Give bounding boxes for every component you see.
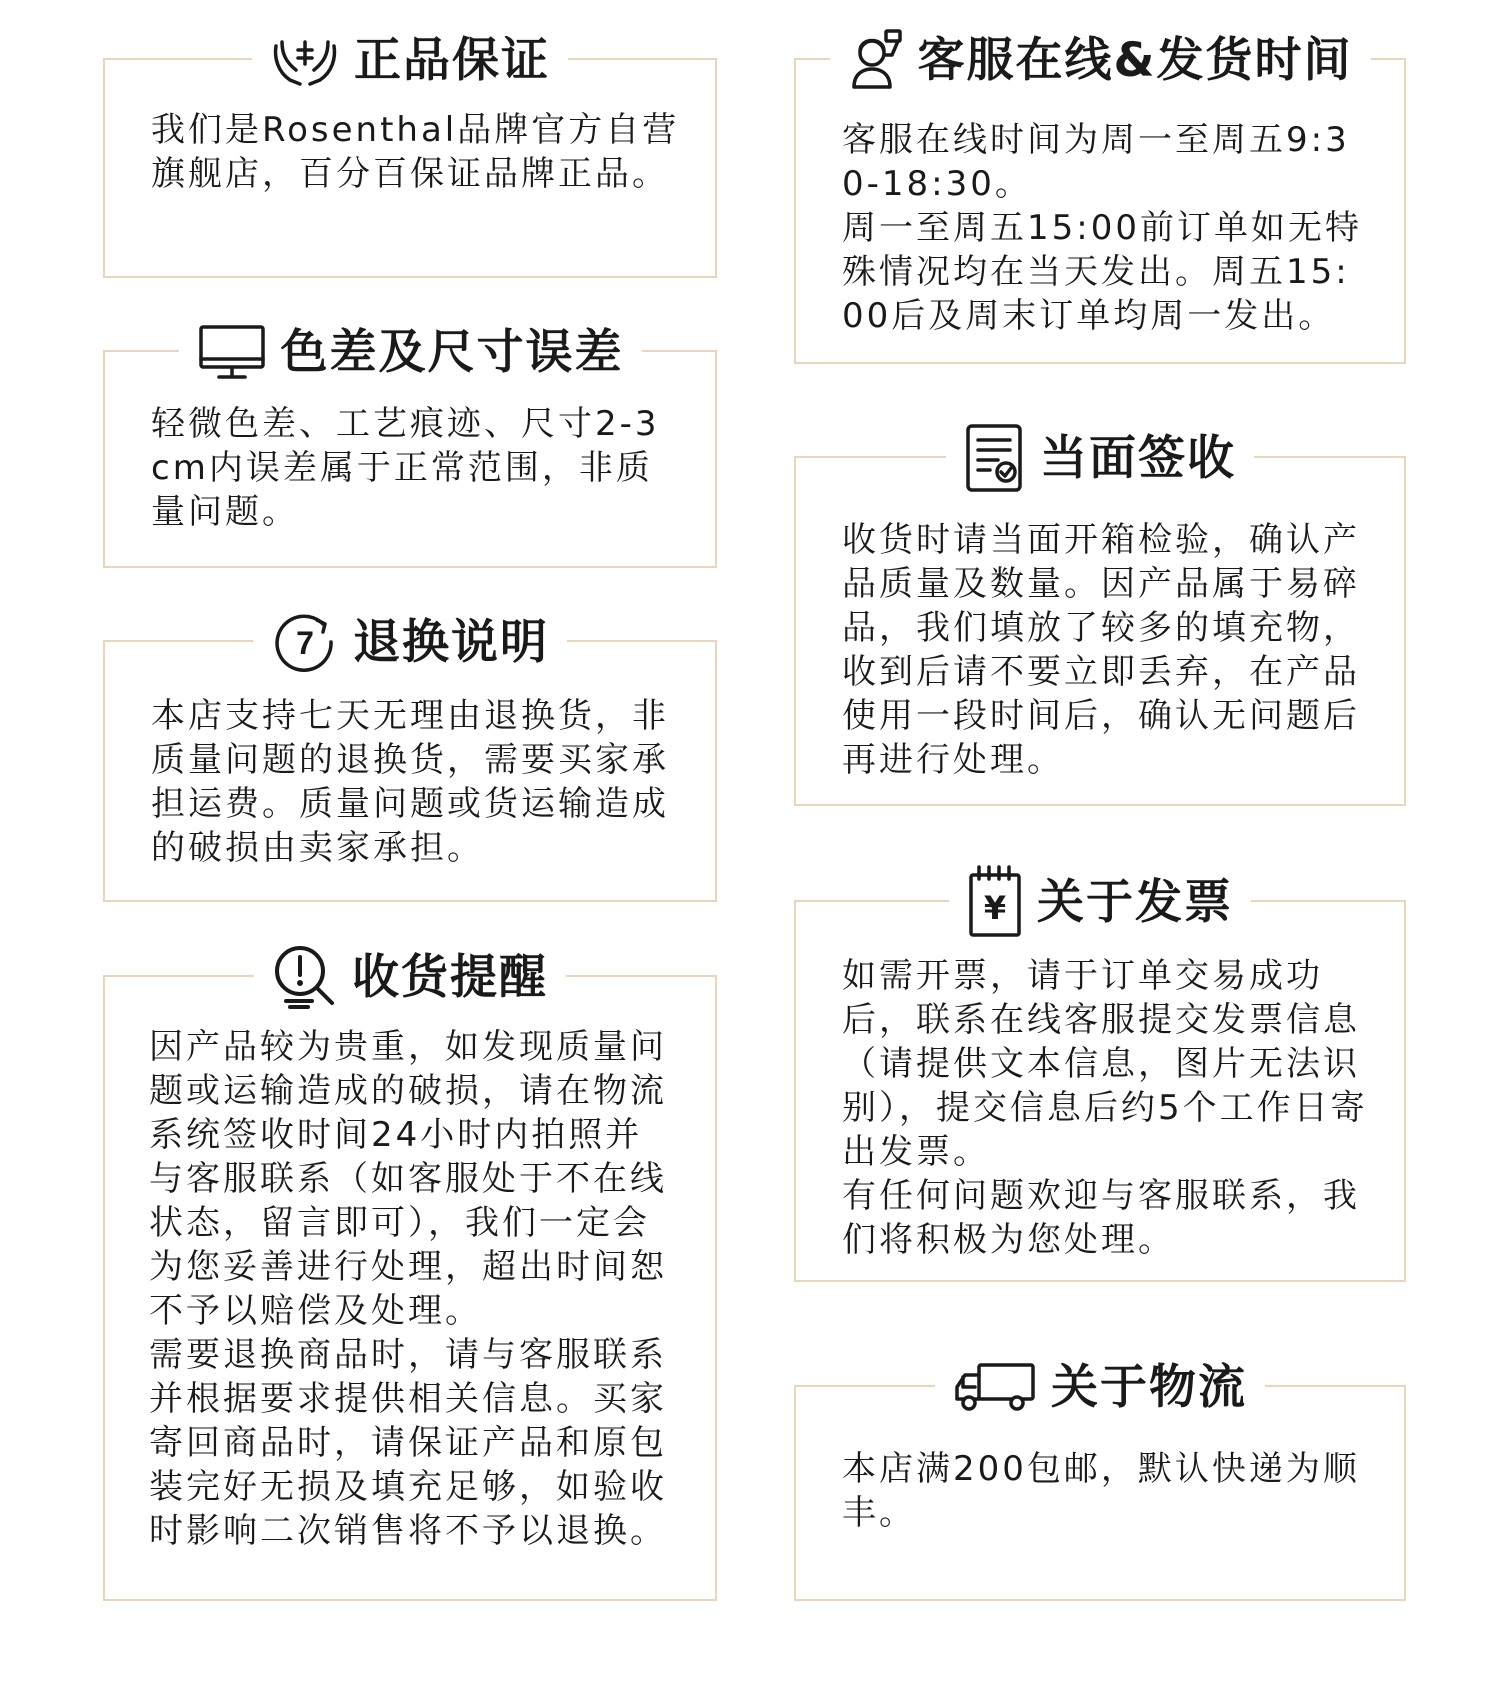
card-invoice (794, 874, 1406, 1282)
card-body: 因产品较为贵重，如发现质量问题或运输造成的破损，请在物流系统签收时间24小时内拍照并与客服联系（如客服处于不在线状态，留言即可），我们一定会为您妥善进行处理，超出时间恕不予以赔偿及处理。 需要退换商品时，请与客服联系并根据要求提供相关信息。买家寄回商品时，请保证产品和原包装完好无损及填充足够，如验收时影响二次销售将不予以退换。 (149, 1027, 667, 1551)
card-title: 关于物流 (1051, 1359, 1247, 1415)
card-title: 色差及尺寸误差 (280, 324, 624, 380)
card-delivery-reminder (103, 949, 717, 1601)
card-color-size-deviation (103, 324, 717, 568)
card-body: 客服在线时间为周一至周五9:30-18:30。 周一至周五15:00前订单如无特殊情况均在当天发出。周五15:00后及周末订单均周一发出。 (842, 120, 1362, 336)
card-sign-in-person (794, 430, 1406, 806)
card-body: 我们是Rosenthal品牌官方自营旗舰店，百分百保证品牌正品。 (151, 110, 680, 194)
hands-genuine-icon (270, 32, 340, 88)
sign-document-icon (964, 422, 1026, 494)
card-title: 客服在线&发货时间 (917, 32, 1353, 88)
card-title: 正品保证 (354, 32, 550, 88)
card-body: 轻微色差、工艺痕迹、尺寸2-3cm内误差属于正常范围，非质量问题。 (151, 404, 660, 532)
invoice-icon (967, 865, 1023, 939)
card-return-exchange (103, 614, 717, 902)
card-body: 如需开票，请于订单交易成功后，联系在线客服提交发票信息（请提供文本信息，图片无法识别），提交信息后约5个工作日寄出发票。 有任何问题欢迎与客服联系，我们将积极为您处理。 (842, 956, 1368, 1260)
seven-day-number: 7 (296, 625, 314, 661)
yuan-symbol: ¥ (983, 889, 1007, 927)
card-body: 收货时请当面开箱检验，确认产品质量及数量。因产品属于易碎品，我们填放了较多的填充物，收到后请不要立即丢弃，在产品使用一段时间后，确认无问题后再进行处理。 (842, 520, 1360, 780)
card-genuine-guarantee (103, 32, 717, 278)
card-body: 本店支持七天无理由退换货，非质量问题的退换货，需要买家承担运费。质量问题或货运输造成的破损由卖家承担。 (151, 696, 669, 868)
card-title: 退换说明 (353, 614, 549, 670)
card-logistics (794, 1359, 1406, 1601)
card-title: 当面签收 (1040, 430, 1236, 486)
card-service-shipping-time (794, 32, 1406, 364)
customer-service-icon (848, 29, 904, 91)
seven-day-return-icon (271, 610, 339, 674)
alert-magnifier-icon (272, 943, 338, 1011)
monitor-icon (197, 323, 267, 381)
card-body: 本店满200包邮，默认快递为顺丰。 (842, 1449, 1360, 1533)
card-title: 收货提醒 (352, 949, 548, 1005)
card-title: 关于发票 (1037, 874, 1233, 930)
truck-icon (953, 1361, 1037, 1413)
